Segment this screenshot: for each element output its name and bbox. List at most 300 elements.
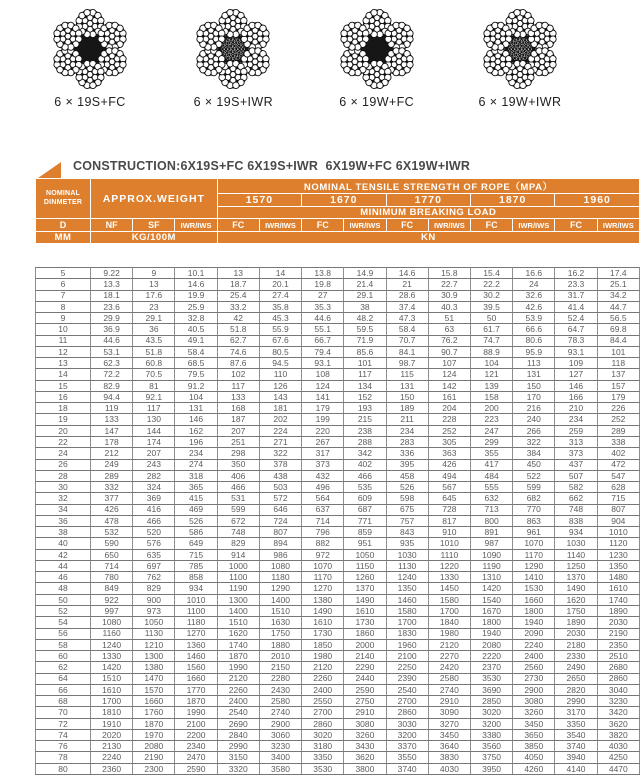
value-cell: 662 bbox=[555, 493, 597, 504]
value-cell: 87.6 bbox=[217, 358, 259, 369]
value-cell: 35.3 bbox=[302, 301, 344, 312]
value-cell: 124 bbox=[302, 380, 344, 391]
value-cell: 997 bbox=[91, 605, 133, 616]
diameter-cell: 14 bbox=[36, 369, 91, 380]
value-cell: 117 bbox=[344, 369, 386, 380]
value-cell: 1370 bbox=[555, 572, 597, 583]
rope-diagrams-row bbox=[30, 6, 580, 109]
value-cell: 313 bbox=[555, 436, 597, 447]
table-row bbox=[36, 425, 640, 436]
value-cell: 274 bbox=[175, 459, 217, 470]
diameter-cell: 42 bbox=[36, 549, 91, 560]
value-cell: 2350 bbox=[597, 639, 639, 650]
value-cell: 1730 bbox=[344, 617, 386, 628]
value-cell: 3020 bbox=[302, 729, 344, 740]
value-cell: 179 bbox=[302, 403, 344, 414]
value-cell: 1450 bbox=[428, 583, 470, 594]
value-cell: 74.7 bbox=[470, 335, 512, 346]
value-cell: 437 bbox=[555, 459, 597, 470]
value-cell: 402 bbox=[344, 459, 386, 470]
diameter-cell: 58 bbox=[36, 639, 91, 650]
value-cell: 15.8 bbox=[428, 268, 470, 279]
value-cell: 1510 bbox=[91, 673, 133, 684]
diameter-cell: 38 bbox=[36, 527, 91, 538]
value-cell: 91.2 bbox=[175, 380, 217, 391]
value-cell: 1540 bbox=[470, 594, 512, 605]
value-cell: 395 bbox=[386, 459, 428, 470]
value-cell: 252 bbox=[428, 425, 470, 436]
table-row bbox=[36, 707, 640, 718]
value-cell: 882 bbox=[302, 538, 344, 549]
value-cell: 174 bbox=[133, 436, 175, 447]
value-cell: 14.6 bbox=[386, 268, 428, 279]
value-cell: 193 bbox=[344, 403, 386, 414]
value-cell: 1380 bbox=[302, 594, 344, 605]
table-row bbox=[36, 617, 640, 628]
table-row bbox=[36, 718, 640, 729]
value-cell: 1480 bbox=[597, 572, 639, 583]
value-cell: 1220 bbox=[428, 560, 470, 571]
value-cell: 599 bbox=[513, 482, 555, 493]
value-cell: 146 bbox=[175, 414, 217, 425]
value-cell: 3090 bbox=[428, 707, 470, 718]
value-cell: 2700 bbox=[386, 696, 428, 707]
value-cell: 1290 bbox=[513, 560, 555, 571]
value-cell: 211 bbox=[386, 414, 428, 425]
table-row bbox=[36, 729, 640, 740]
grade-header-cell: 1570 bbox=[217, 194, 301, 207]
value-cell: 109 bbox=[555, 358, 597, 369]
value-cell: 4030 bbox=[428, 763, 470, 774]
value-cell: 1910 bbox=[91, 718, 133, 729]
value-cell: 1000 bbox=[217, 560, 259, 571]
value-cell: 2400 bbox=[217, 696, 259, 707]
value-cell: 21 bbox=[386, 279, 428, 290]
value-cell: 51 bbox=[428, 313, 470, 324]
diameter-cell: 64 bbox=[36, 673, 91, 684]
value-cell: 283 bbox=[386, 436, 428, 447]
value-cell: 3820 bbox=[597, 729, 639, 740]
diameter-cell: 16 bbox=[36, 391, 91, 402]
value-cell: 299 bbox=[470, 436, 512, 447]
value-cell: 70.5 bbox=[133, 369, 175, 380]
value-cell: 234 bbox=[555, 414, 597, 425]
grade-header-cell: 1670 bbox=[302, 194, 386, 207]
value-cell: 1830 bbox=[386, 628, 428, 639]
value-cell: 289 bbox=[91, 470, 133, 481]
value-cell: 1050 bbox=[133, 617, 175, 628]
value-cell: 4140 bbox=[555, 763, 597, 774]
value-cell: 555 bbox=[470, 482, 512, 493]
value-cell: 2080 bbox=[133, 741, 175, 752]
value-cell: 961 bbox=[513, 527, 555, 538]
value-cell: 30.2 bbox=[470, 290, 512, 301]
value-cell: 1460 bbox=[386, 594, 428, 605]
sub-column-header-row bbox=[36, 219, 640, 232]
value-cell: 3620 bbox=[344, 752, 386, 763]
value-cell: 450 bbox=[513, 459, 555, 470]
value-cell: 127 bbox=[555, 369, 597, 380]
value-cell: 2700 bbox=[302, 707, 344, 718]
value-cell: 289 bbox=[597, 425, 639, 436]
value-cell: 2190 bbox=[597, 628, 639, 639]
value-cell: 1470 bbox=[133, 673, 175, 684]
value-cell: 4250 bbox=[597, 752, 639, 763]
value-cell: 2440 bbox=[344, 673, 386, 684]
value-cell: 2540 bbox=[217, 707, 259, 718]
rope-cross-section-icon bbox=[47, 6, 133, 92]
value-cell: 496 bbox=[302, 482, 344, 493]
diameter-cell: 5 bbox=[36, 268, 91, 279]
value-cell: 817 bbox=[428, 515, 470, 526]
value-cell: 748 bbox=[217, 527, 259, 538]
value-cell: 503 bbox=[259, 482, 301, 493]
value-cell: 1610 bbox=[91, 684, 133, 695]
value-cell: 1050 bbox=[344, 549, 386, 560]
value-cell: 240 bbox=[513, 414, 555, 425]
value-cell: 531 bbox=[217, 493, 259, 504]
value-cell: 62.7 bbox=[217, 335, 259, 346]
diameter-cell: 80 bbox=[36, 763, 91, 774]
diameter-cell: 9 bbox=[36, 313, 91, 324]
value-cell: 119 bbox=[91, 403, 133, 414]
value-cell: 859 bbox=[344, 527, 386, 538]
value-cell: 3740 bbox=[386, 763, 428, 774]
value-cell: 84.1 bbox=[386, 346, 428, 357]
value-cell: 1490 bbox=[344, 594, 386, 605]
value-cell: 682 bbox=[513, 493, 555, 504]
value-cell: 85.6 bbox=[344, 346, 386, 357]
rope-construction-label: 6 × 19W+IWR bbox=[478, 95, 562, 109]
value-cell: 146 bbox=[555, 380, 597, 391]
value-cell: 1130 bbox=[133, 628, 175, 639]
value-cell: 1180 bbox=[175, 617, 217, 628]
value-cell: 1290 bbox=[259, 583, 301, 594]
value-cell: 426 bbox=[428, 459, 470, 470]
table-row bbox=[36, 628, 640, 639]
value-cell: 41.4 bbox=[555, 301, 597, 312]
value-cell: 318 bbox=[175, 470, 217, 481]
value-cell: 210 bbox=[555, 403, 597, 414]
value-cell: 2030 bbox=[555, 628, 597, 639]
value-cell: 829 bbox=[217, 538, 259, 549]
value-cell: 179 bbox=[597, 391, 639, 402]
value-cell: 10.1 bbox=[175, 268, 217, 279]
value-cell: 1610 bbox=[597, 583, 639, 594]
value-cell: 2990 bbox=[555, 696, 597, 707]
diameter-cell: 8 bbox=[36, 301, 91, 312]
value-cell: 3370 bbox=[386, 741, 428, 752]
value-cell: 2470 bbox=[175, 752, 217, 763]
value-cell: 458 bbox=[386, 470, 428, 481]
value-cell: 3200 bbox=[386, 729, 428, 740]
value-cell: 282 bbox=[133, 470, 175, 481]
value-cell: 137 bbox=[597, 369, 639, 380]
value-cell: 2120 bbox=[217, 673, 259, 684]
sub-column-header: FC bbox=[217, 219, 259, 232]
value-cell: 972 bbox=[302, 549, 344, 560]
value-cell: 3030 bbox=[386, 718, 428, 729]
table-row bbox=[36, 527, 640, 538]
grade-header-cell: 1960 bbox=[555, 194, 640, 207]
value-cell: 2000 bbox=[344, 639, 386, 650]
table-row bbox=[36, 290, 640, 301]
diameter-cell: 56 bbox=[36, 628, 91, 639]
value-cell: 469 bbox=[175, 504, 217, 515]
value-cell: 152 bbox=[344, 391, 386, 402]
value-cell: 178 bbox=[91, 436, 133, 447]
value-cell: 838 bbox=[555, 515, 597, 526]
value-cell: 1510 bbox=[217, 617, 259, 628]
value-cell: 1380 bbox=[133, 662, 175, 673]
value-cell: 3690 bbox=[470, 684, 512, 695]
value-cell: 2010 bbox=[259, 651, 301, 662]
value-cell: 228 bbox=[428, 414, 470, 425]
value-cell: 1980 bbox=[302, 651, 344, 662]
value-cell: 2560 bbox=[513, 662, 555, 673]
value-cell: 342 bbox=[344, 448, 386, 459]
value-cell: 535 bbox=[344, 482, 386, 493]
value-cell: 2910 bbox=[344, 707, 386, 718]
value-cell: 1800 bbox=[513, 605, 555, 616]
value-cell: 117 bbox=[217, 380, 259, 391]
value-cell: 675 bbox=[386, 504, 428, 515]
value-cell: 715 bbox=[175, 549, 217, 560]
value-cell: 1030 bbox=[555, 538, 597, 549]
value-cell: 1870 bbox=[175, 696, 217, 707]
value-cell: 2900 bbox=[513, 684, 555, 695]
value-cell: 900 bbox=[133, 594, 175, 605]
value-cell: 780 bbox=[91, 572, 133, 583]
value-cell: 220 bbox=[302, 425, 344, 436]
value-cell: 1700 bbox=[386, 617, 428, 628]
table-row bbox=[36, 403, 640, 414]
diameter-cell: 22 bbox=[36, 436, 91, 447]
value-cell: 2510 bbox=[597, 651, 639, 662]
table-row bbox=[36, 369, 640, 380]
value-cell: 4030 bbox=[597, 741, 639, 752]
table-row bbox=[36, 482, 640, 493]
value-cell: 1490 bbox=[555, 583, 597, 594]
value-cell: 1610 bbox=[344, 605, 386, 616]
value-cell: 23 bbox=[133, 301, 175, 312]
value-cell: 478 bbox=[91, 515, 133, 526]
value-cell: 226 bbox=[597, 403, 639, 414]
value-cell: 2580 bbox=[259, 696, 301, 707]
value-cell: 25.1 bbox=[597, 279, 639, 290]
rope-construction-label: 6 × 19W+FC bbox=[339, 95, 415, 109]
sub-column-header: IWR/IWS bbox=[597, 219, 639, 232]
value-cell: 369 bbox=[133, 493, 175, 504]
value-cell: 724 bbox=[259, 515, 301, 526]
value-cell: 9.22 bbox=[91, 268, 133, 279]
value-cell: 147 bbox=[91, 425, 133, 436]
value-cell: 1370 bbox=[344, 583, 386, 594]
value-cell: 139 bbox=[470, 380, 512, 391]
table-row bbox=[36, 493, 640, 504]
value-cell: 2260 bbox=[217, 684, 259, 695]
value-cell: 25.9 bbox=[175, 301, 217, 312]
value-cell: 1240 bbox=[386, 572, 428, 583]
value-cell: 599 bbox=[217, 504, 259, 515]
value-cell: 863 bbox=[513, 515, 555, 526]
value-cell: 80.5 bbox=[259, 346, 301, 357]
value-cell: 40.3 bbox=[428, 301, 470, 312]
value-cell: 714 bbox=[302, 515, 344, 526]
table-row bbox=[36, 279, 640, 290]
value-cell: 2430 bbox=[259, 684, 301, 695]
value-cell: 52.4 bbox=[555, 313, 597, 324]
diameter-cell: 26 bbox=[36, 459, 91, 470]
value-cell: 1150 bbox=[344, 560, 386, 571]
value-cell: 252 bbox=[597, 414, 639, 425]
value-cell: 507 bbox=[555, 470, 597, 481]
value-cell: 58.4 bbox=[175, 346, 217, 357]
value-cell: 2190 bbox=[133, 752, 175, 763]
value-cell: 829 bbox=[133, 583, 175, 594]
construction-title: CONSTRUCTION:6X19S+FC 6X19S+IWR 6X19W+FC 6X19W+IWR bbox=[73, 159, 471, 173]
value-cell: 243 bbox=[133, 459, 175, 470]
value-cell: 13.8 bbox=[302, 268, 344, 279]
value-cell: 55.9 bbox=[259, 324, 301, 335]
rope-figure bbox=[30, 6, 150, 109]
value-cell: 1750 bbox=[259, 628, 301, 639]
value-cell: 934 bbox=[175, 583, 217, 594]
value-cell: 1310 bbox=[470, 572, 512, 583]
diameter-cell: 40 bbox=[36, 538, 91, 549]
value-cell: 2330 bbox=[555, 651, 597, 662]
value-cell: 45.3 bbox=[259, 313, 301, 324]
value-cell: 143 bbox=[259, 391, 301, 402]
value-cell: 1420 bbox=[470, 583, 512, 594]
value-cell: 934 bbox=[555, 527, 597, 538]
table-row bbox=[36, 651, 640, 662]
value-cell: 1100 bbox=[175, 605, 217, 616]
diameter-cell: 10 bbox=[36, 324, 91, 335]
value-cell: 1160 bbox=[91, 628, 133, 639]
value-cell: 526 bbox=[386, 482, 428, 493]
value-cell: 9 bbox=[133, 268, 175, 279]
value-cell: 2300 bbox=[133, 763, 175, 774]
value-cell: 39.5 bbox=[470, 301, 512, 312]
value-cell: 3260 bbox=[513, 707, 555, 718]
value-cell: 2360 bbox=[91, 763, 133, 774]
value-cell: 415 bbox=[175, 493, 217, 504]
unit-kn-cell: KN bbox=[217, 232, 639, 244]
table-row bbox=[36, 538, 640, 549]
value-cell: 29.9 bbox=[91, 313, 133, 324]
value-cell: 3940 bbox=[555, 752, 597, 763]
value-cell: 1580 bbox=[428, 594, 470, 605]
value-cell: 1890 bbox=[555, 617, 597, 628]
value-cell: 93.1 bbox=[555, 346, 597, 357]
value-cell: 207 bbox=[217, 425, 259, 436]
value-cell: 1810 bbox=[91, 707, 133, 718]
value-cell: 2910 bbox=[428, 696, 470, 707]
value-cell: 3230 bbox=[259, 741, 301, 752]
value-cell: 3150 bbox=[217, 752, 259, 763]
value-cell: 1010 bbox=[428, 538, 470, 549]
value-cell: 74.6 bbox=[217, 346, 259, 357]
diameter-cell: 28 bbox=[36, 470, 91, 481]
grade-header-cell: 1870 bbox=[470, 194, 554, 207]
value-cell: 30.9 bbox=[428, 290, 470, 301]
value-cell: 142 bbox=[428, 380, 470, 391]
value-cell: 785 bbox=[175, 560, 217, 571]
value-cell: 426 bbox=[91, 504, 133, 515]
value-cell: 520 bbox=[133, 527, 175, 538]
value-cell: 3580 bbox=[259, 763, 301, 774]
value-cell: 110 bbox=[259, 369, 301, 380]
value-cell: 16.2 bbox=[555, 268, 597, 279]
value-cell: 3380 bbox=[470, 729, 512, 740]
value-cell: 1800 bbox=[470, 617, 512, 628]
value-cell: 24 bbox=[513, 279, 555, 290]
value-cell: 317 bbox=[302, 448, 344, 459]
value-cell: 3400 bbox=[259, 752, 301, 763]
table-row bbox=[36, 391, 640, 402]
value-cell: 298 bbox=[217, 448, 259, 459]
value-cell: 72.2 bbox=[91, 369, 133, 380]
diameter-cell: 62 bbox=[36, 662, 91, 673]
value-cell: 986 bbox=[259, 549, 301, 560]
value-cell: 104 bbox=[470, 358, 512, 369]
value-cell: 322 bbox=[513, 436, 555, 447]
value-cell: 891 bbox=[470, 527, 512, 538]
value-cell: 1580 bbox=[386, 605, 428, 616]
unit-kg-cell: KG/100M bbox=[91, 232, 218, 244]
sub-column-header: IWR/IWS bbox=[259, 219, 301, 232]
value-cell: 22.7 bbox=[428, 279, 470, 290]
value-cell: 144 bbox=[133, 425, 175, 436]
value-cell: 2370 bbox=[470, 662, 512, 673]
value-cell: 2340 bbox=[175, 741, 217, 752]
value-cell: 3850 bbox=[513, 741, 555, 752]
value-cell: 1180 bbox=[259, 572, 301, 583]
value-cell: 1940 bbox=[513, 617, 555, 628]
value-cell: 3950 bbox=[470, 763, 512, 774]
value-cell: 2290 bbox=[344, 662, 386, 673]
value-cell: 130 bbox=[133, 414, 175, 425]
value-cell: 17.6 bbox=[133, 290, 175, 301]
value-cell: 3260 bbox=[344, 729, 386, 740]
value-cell: 3620 bbox=[597, 718, 639, 729]
value-cell: 80.6 bbox=[513, 335, 555, 346]
diameter-cell: 68 bbox=[36, 696, 91, 707]
value-cell: 1870 bbox=[133, 718, 175, 729]
value-cell: 20.1 bbox=[259, 279, 301, 290]
value-cell: 189 bbox=[386, 403, 428, 414]
value-cell: 365 bbox=[175, 482, 217, 493]
value-cell: 23.6 bbox=[91, 301, 133, 312]
value-cell: 101 bbox=[597, 346, 639, 357]
rope-figure bbox=[173, 6, 293, 109]
value-cell: 27 bbox=[302, 290, 344, 301]
value-cell: 1300 bbox=[217, 594, 259, 605]
value-cell: 2590 bbox=[175, 763, 217, 774]
value-cell: 1660 bbox=[175, 673, 217, 684]
value-cell: 3020 bbox=[470, 707, 512, 718]
value-cell: 131 bbox=[175, 403, 217, 414]
value-cell: 37.4 bbox=[386, 301, 428, 312]
value-cell: 1260 bbox=[344, 572, 386, 583]
value-cell: 13.3 bbox=[91, 279, 133, 290]
value-cell: 2840 bbox=[217, 729, 259, 740]
value-cell: 2680 bbox=[597, 662, 639, 673]
table-row bbox=[36, 324, 640, 335]
value-cell: 1240 bbox=[91, 639, 133, 650]
value-cell: 108 bbox=[302, 369, 344, 380]
